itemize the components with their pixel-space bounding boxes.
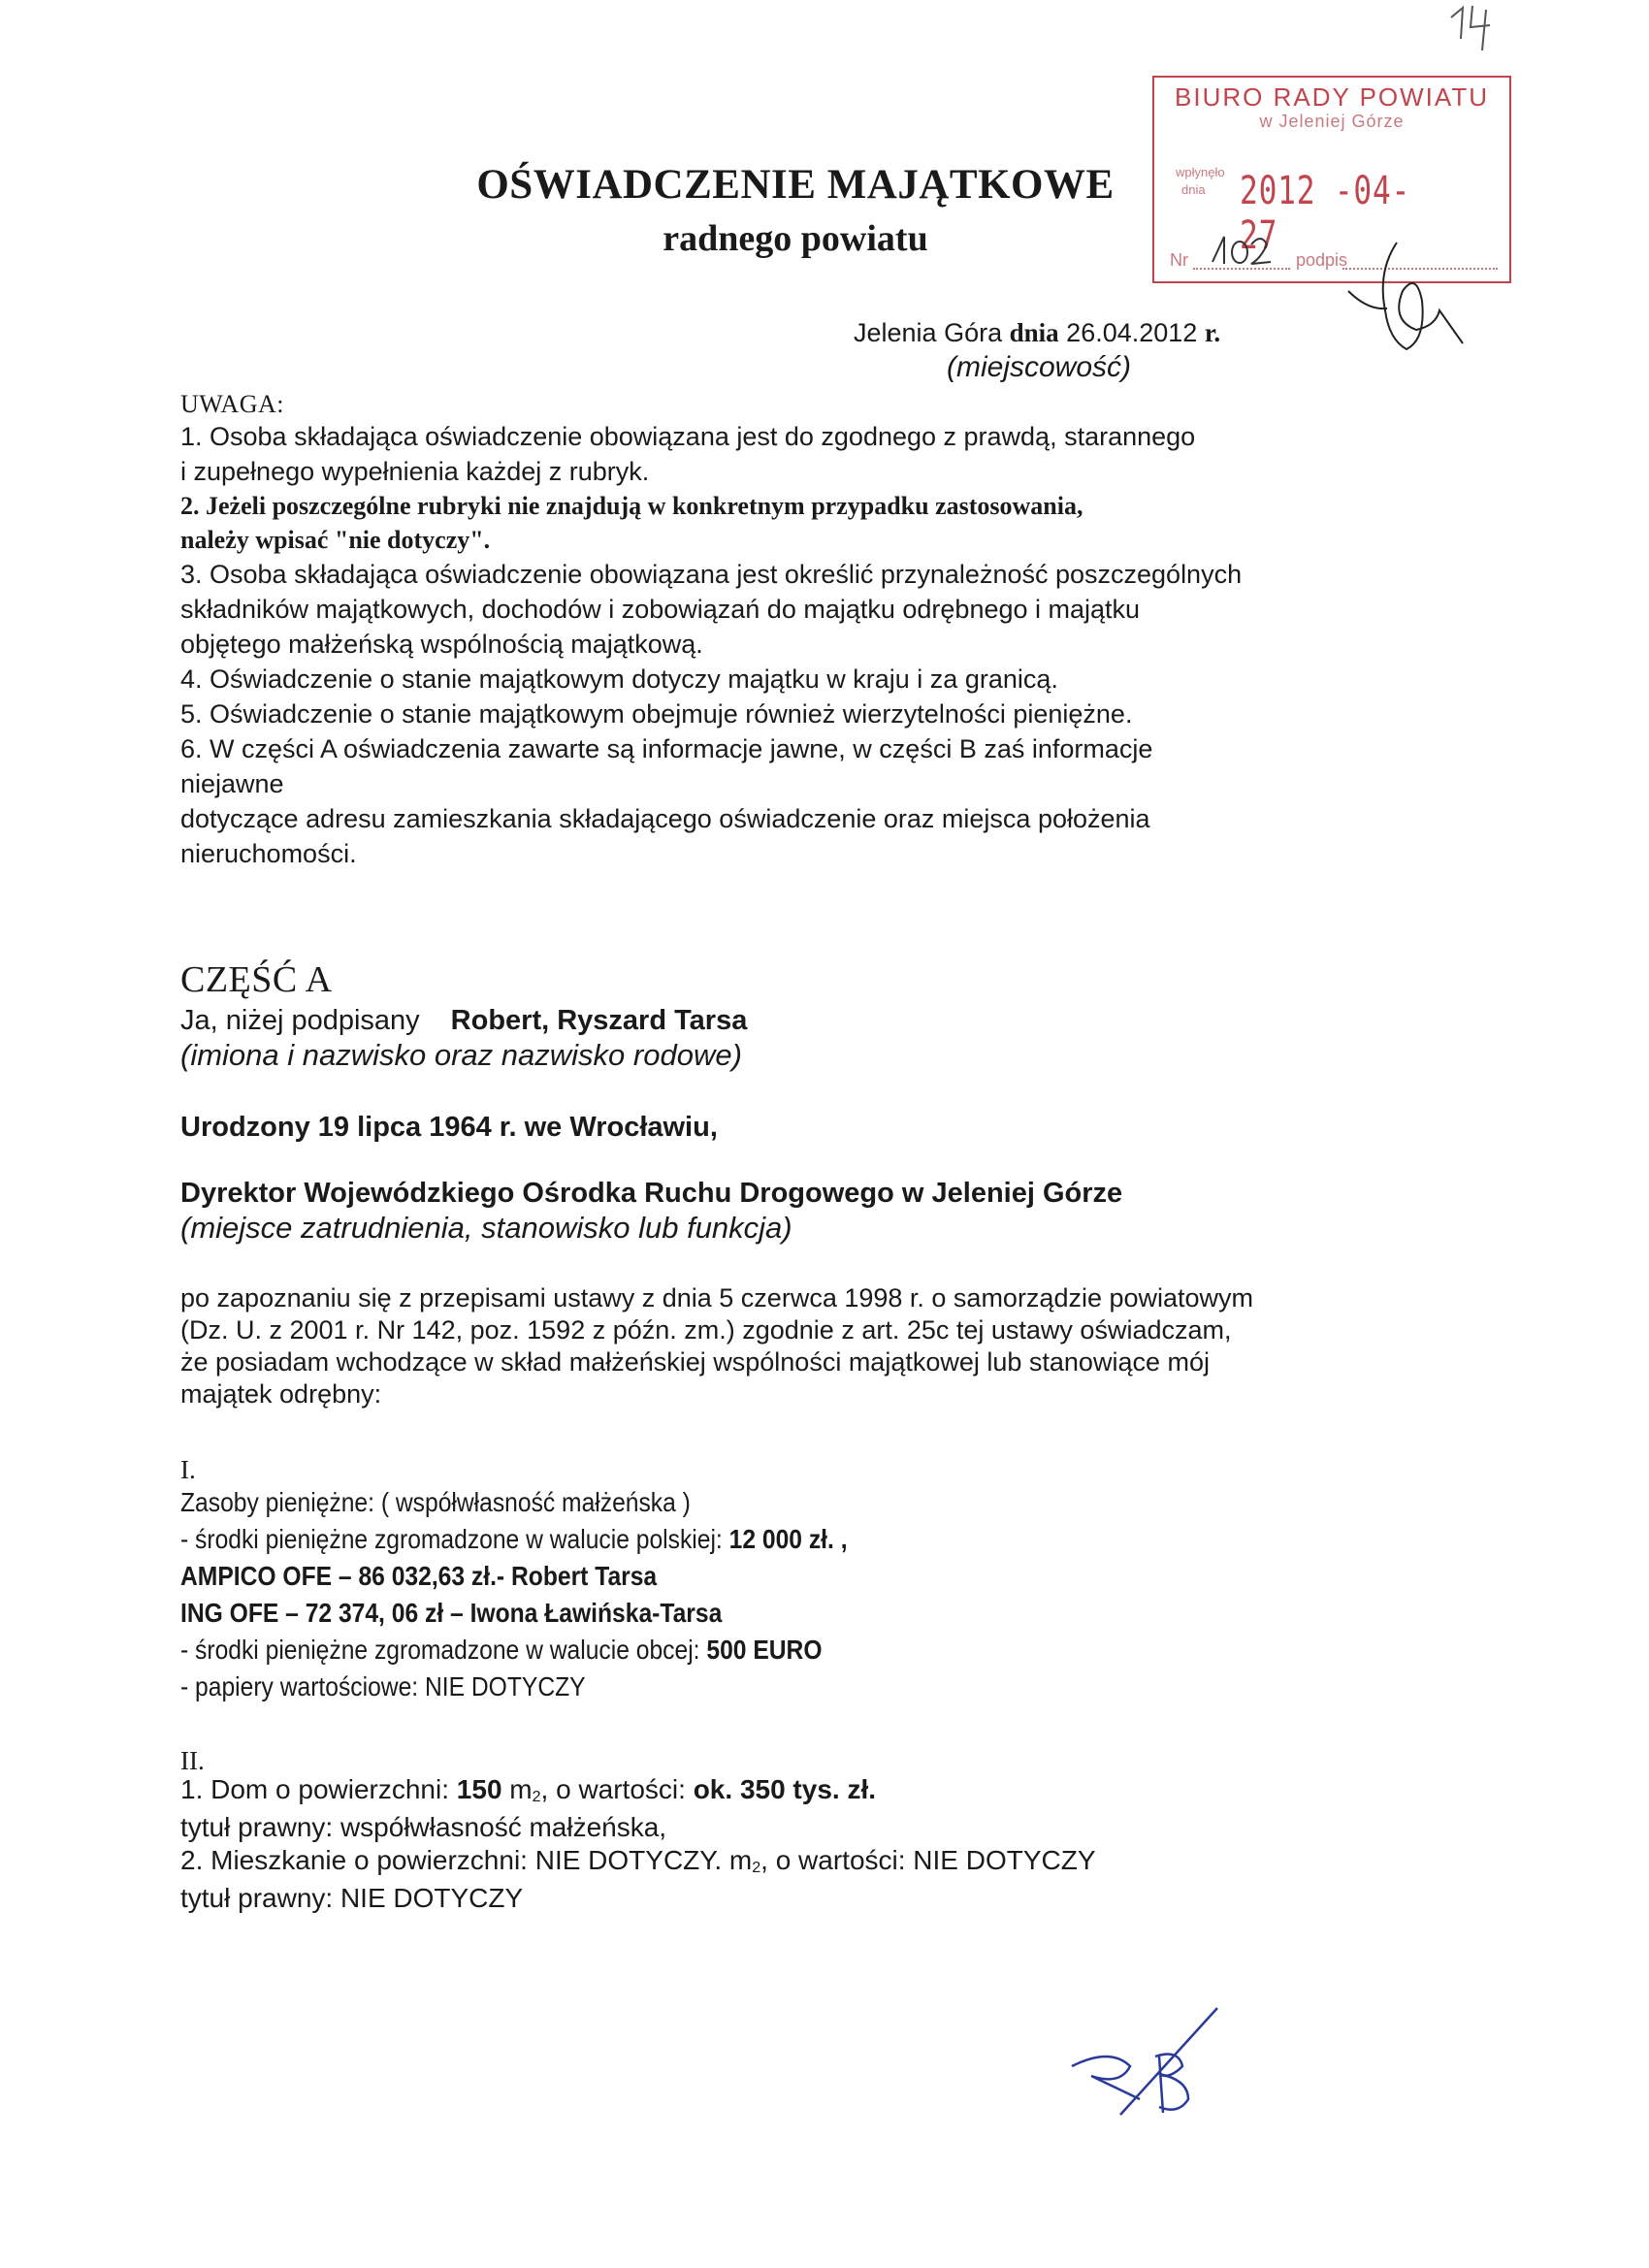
section-2-label: II. — [180, 1746, 205, 1775]
declarant-caption: (imiona i nazwisko oraz nazwisko rodowe) — [180, 1038, 742, 1072]
notes-line: nieruchomości. — [180, 839, 357, 868]
declaration-paragraph — [180, 1282, 1441, 1410]
house-title: tytuł prawny: współwłasność małżeńska, — [180, 1812, 667, 1842]
house-area: 150 — [456, 1774, 502, 1804]
house-unit-sub: 2 — [532, 1789, 541, 1805]
document-subtitle: radnego powiatu — [663, 218, 928, 259]
notes-heading: UWAGA: — [180, 390, 284, 418]
part-a-heading: CZĘŚĆ A — [180, 959, 333, 1000]
notes-line: niejawne — [180, 769, 284, 798]
flat-title: tytuł prawny: NIE DOTYCZY — [180, 1883, 524, 1913]
birth-line: Urodzony 19 lipca 1964 r. we Wrocławiu, — [180, 1112, 718, 1143]
place-date-value: 26.04.2012 — [1066, 318, 1198, 347]
house-value: ok. 350 tys. zł. — [693, 1774, 877, 1804]
notes-line: 1. Osoba składająca oświadczenie obowiązana jest do zgodnego z prawdą, starannego — [180, 422, 1196, 451]
cash-foreign-label: - środki pieniężne zgromadzone w walucie obcej: — [180, 1635, 700, 1665]
stamp-subtitle: w Jeleniej Górze — [1259, 112, 1405, 131]
pension-fund-2: ING OFE – 72 374, 06 zł – Iwona Ławińska-Tarsa — [180, 1598, 723, 1628]
employment-caption: (miejsce zatrudnienia, stanowisko lub funkcja) — [180, 1211, 792, 1245]
cash-pln-value: 12 000 zł. , — [728, 1524, 848, 1554]
stamp-received-label: wpłynęło — [1176, 165, 1225, 179]
stamp-day-label: dnia — [1181, 182, 1206, 197]
stamp-handwritten-number — [1203, 223, 1280, 272]
section-1 — [180, 1484, 938, 1705]
paragraph-line: (Dz. U. z 2001 r. Nr 142, poz. 1592 z późn. zm.) zgodnie z art. 25c tej ustawy oświadczam, — [180, 1315, 1232, 1345]
house-label: 1. Dom o powierzchni: — [180, 1774, 450, 1804]
place-date — [854, 318, 1220, 348]
declarant-name: Robert, Ryszard Tarsa — [450, 1005, 748, 1036]
paragraph-line: że posiadam wchodzące w skład małżeńskiej wspólności majątkowej lub stanowiące mój — [180, 1347, 1210, 1377]
cash-heading: Zasoby pieniężne: ( współwłasność małżeńska ) — [180, 1487, 691, 1517]
pension-fund-1: AMPICO OFE – 86 032,63 zł.- Robert Tarsa — [180, 1561, 658, 1591]
document-title: OŚWIADCZENIE MAJĄTKOWE — [476, 162, 1115, 208]
paragraph-line: po zapoznaniu się z przepisami ustawy z dnia 5 czerwca 1998 r. o samorządzie powiatowym — [180, 1283, 1254, 1312]
notes-line: 5. Oświadczenie o stanie majątkowym obejmuje również wierzytelności pieniężne. — [180, 699, 1133, 729]
notes-list — [180, 419, 1422, 871]
stamp-nr-label: Nr — [1170, 250, 1188, 270]
flat-label: 2. Mieszkanie o powierzchni: NIE DOTYCZY. m — [180, 1845, 753, 1875]
notes-line: 3. Osoba składająca oświadczenie obowiązana jest określić przynależność poszczególnych — [180, 560, 1243, 589]
notes-line: 6. W części A oświadczenia zawarte są informacje jawne, w części B zaś informacje — [180, 734, 1153, 763]
notes-line: 2. Jeżeli poszczególne rubryki nie znajdują w konkretnym przypadku zastosowania, — [180, 492, 1083, 520]
stamp-title: BIURO RADY POWIATU — [1175, 82, 1489, 112]
cash-foreign-value: 500 EURO — [706, 1635, 823, 1665]
paragraph-line: majątek odrębny: — [180, 1379, 382, 1409]
house-value-label: , o wartości: — [540, 1774, 686, 1804]
notes-line: należy wpisać "nie dotyczy". — [180, 526, 491, 554]
house-unit: m — [509, 1774, 533, 1804]
signature-initials — [1062, 1998, 1256, 2134]
declarant-line — [180, 1005, 747, 1037]
place-caption: (miejscowość) — [947, 351, 1132, 383]
section-2 — [180, 1773, 1096, 1915]
section-1-label: I. — [180, 1455, 196, 1484]
notes-line: dotyczące adresu zamieszkania składającego oświadczenie oraz miejsca położenia — [180, 804, 1150, 833]
notes-line: składników majątkowych, dochodów i zobowiązań do majątku odrębnego i majątku — [180, 595, 1141, 624]
place-date-suffix: r. — [1204, 318, 1221, 347]
place-dnia: dnia — [1009, 318, 1059, 347]
handwritten-page-number — [1443, 0, 1502, 58]
declarant-intro: Ja, niżej podpisany — [180, 1005, 420, 1036]
securities-line: - papiery wartościowe: NIE DOTYCZY — [180, 1671, 586, 1701]
place-name: Jelenia Góra — [854, 318, 1003, 347]
stamp-signature-label: podpis — [1296, 250, 1348, 270]
notes-line: 4. Oświadczenie o stanie majątkowym dotyczy majątku w kraju i za granicą. — [180, 664, 1058, 694]
stamp-signature-scribble — [1339, 233, 1474, 359]
cash-pln-label: - środki pieniężne zgromadzone w walucie polskiej: — [180, 1524, 723, 1554]
employment-line: Dyrektor Wojewódzkiego Ośrodka Ruchu Drogowego w Jeleniej Górze — [180, 1178, 1123, 1209]
notes-line: objętego małżeńską wspólnością majątkową. — [180, 630, 703, 659]
stamp-date: 2012 -04- 27 — [1240, 169, 1411, 258]
notes-line: i zupełnego wypełnienia każdej z rubryk. — [180, 457, 650, 486]
flat-value: , o wartości: NIE DOTYCZY — [760, 1845, 1096, 1875]
flat-unit-sub: 2 — [752, 1860, 761, 1876]
